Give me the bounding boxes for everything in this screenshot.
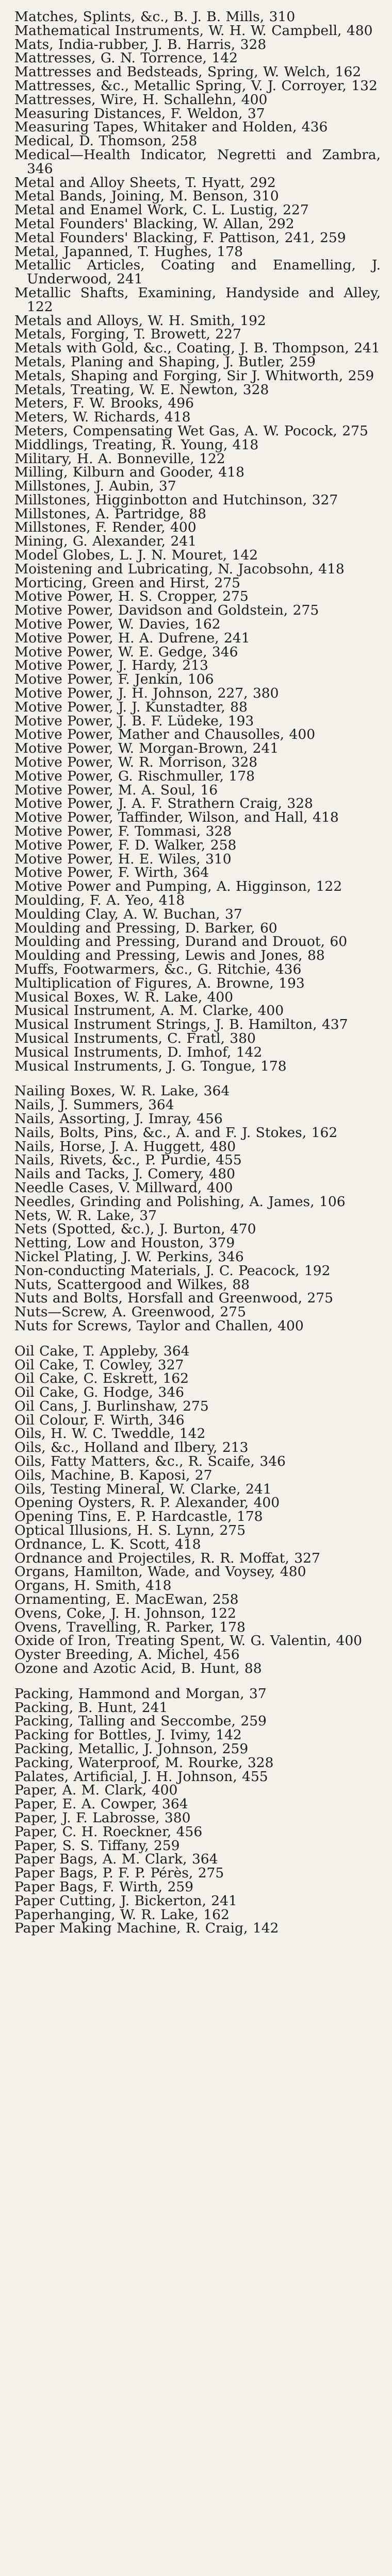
- index-entry: Needle Cases, V. Millward, 400: [14, 1179, 233, 1196]
- index-entry: Packing for Bottles, J. Ivimy, 142: [14, 1727, 242, 1743]
- index-entry: Nails, J. Summers, 364: [14, 1097, 174, 1113]
- index-entry: Oil Cans, J. Burlinshaw, 275: [14, 1398, 209, 1414]
- index-entry: Nuts, Scattergood and Wilkes, 88: [14, 1276, 250, 1293]
- index-entry: Multiplication of Figures, A. Browne, 193: [14, 975, 305, 991]
- index-entry: Packing, Hammond and Morgan, 37: [14, 1685, 267, 1702]
- index-entry: Opening Oysters, R. P. Alexander, 400: [14, 1495, 280, 1511]
- index-entry: Opening Tins, E. P. Hardcastle, 178: [14, 1509, 263, 1525]
- index-entry: Metal and Alloy Sheets, T. Hyatt, 292: [14, 174, 276, 191]
- index-entry: Oil Cake, C. Eskrett, 162: [14, 1370, 189, 1387]
- index-entry: Ovens, Travelling, R. Parker, 178: [14, 1619, 246, 1635]
- index-entry: Motive Power, J. Hardy, 213: [14, 657, 208, 674]
- index-entry: Measuring Distances, F. Weldon, 37: [14, 105, 265, 122]
- index-entry: Measuring Tapes, Whitaker and Holden, 436: [14, 119, 328, 135]
- index-entry: Ornamenting, E. MacEwan, 258: [14, 1591, 239, 1608]
- index-entry: Moulding and Pressing, Durand and Drouot, 60: [14, 934, 348, 950]
- index-entry: Mattresses and Bedsteads, Spring, W. Welch, 162: [14, 64, 362, 80]
- index-entry: Millstones, Higginbotton and Hutchinson, 327: [14, 492, 338, 508]
- index-entry: Motive Power, J. J. Kunstadter, 88: [14, 699, 248, 715]
- index-entry: Nickel Plating, J. W. Perkins, 346: [14, 1248, 244, 1265]
- index-entry: Oil Cake, G. Hodge, 346: [14, 1384, 184, 1401]
- index-entry: Musical Instruments, J. G. Tongue, 178: [14, 1058, 287, 1074]
- index-entry: Paper Bags, P. F. P. Pérès, 275: [14, 1865, 224, 1882]
- index-entry: Musical Instruments, C. Fratl, 380: [14, 1030, 256, 1046]
- index-entry: Metal Founders' Blacking, W. Allan, 292: [14, 215, 295, 232]
- index-entry: Motive Power, Taffinder, Wilson, and Hall, 418: [14, 809, 339, 826]
- index-entry: Motive Power, M. A. Soul, 16: [14, 782, 218, 798]
- index-entry: Nuts and Bolts, Horsfall and Greenwood, 275: [14, 1290, 333, 1307]
- index-entry: Ordnance and Projectiles, R. R. Moffat, 327: [14, 1550, 320, 1566]
- index-entry: Paper, S. S. Tiffany, 259: [14, 1837, 180, 1854]
- index-entry: Metals, Treating, W. E. Newton, 328: [14, 381, 269, 398]
- index-entry: Nets, W. R. Lake, 37: [14, 1207, 157, 1224]
- index-entry: Millstones, A. Partridge, 88: [14, 505, 207, 522]
- index-entry: Motive Power, F. Wirth, 364: [14, 865, 209, 881]
- index-entry: Musical Boxes, W. R. Lake, 400: [14, 989, 234, 1005]
- index-entry: Paperhanging, W. R. Lake, 162: [14, 1906, 230, 1923]
- index-entry: Oils, &c., Holland and Ilbery, 213: [14, 1439, 249, 1456]
- index-entry: Nails, Assorting, J. Imray, 456: [14, 1110, 223, 1127]
- index-entry: Packing, B. Hunt, 241: [14, 1699, 168, 1716]
- index-entry: Organs, Hamilton, Wade, and Voysey, 480: [14, 1564, 306, 1580]
- index-entry: Paper, A. M. Clark, 400: [14, 1782, 178, 1799]
- index-entry: Musical Instrument, A. M. Clarke, 400: [14, 1003, 284, 1019]
- index-entry: Motive Power, Davidson and Goldstein, 275: [14, 602, 319, 619]
- index-entry: Optical Illusions, H. S. Lynn, 275: [14, 1522, 246, 1539]
- index-entry: Metal Founders' Blacking, F. Pattison, 241, 259: [14, 229, 346, 246]
- index-entry: Oils, Machine, B. Kaposi, 27: [14, 1467, 213, 1483]
- index-entry: Packing, Talling and Seccombe, 259: [14, 1713, 267, 1730]
- index-entry: Millstones, J. Aubin, 37: [14, 478, 176, 495]
- index-entry: Moistening and Lubricating, N. Jacobsohn, 418: [14, 561, 345, 577]
- index-entry: Motive Power, W. Davies, 162: [14, 616, 221, 633]
- index-entry: Metallic Shafts, Examining, Handyside and Alley, 122: [14, 284, 381, 315]
- index-entry: Paper, E. A. Cowper, 364: [14, 1796, 188, 1812]
- index-entry: Nailing Boxes, W. R. Lake, 364: [14, 1083, 230, 1099]
- index-entry: Matches, Splints, &c., B. J. B. Mills, 310: [14, 9, 296, 25]
- index-entry: Oils, Testing Mineral, W. Clarke, 241: [14, 1481, 272, 1497]
- index-entry: Motive Power, W. Morgan-Brown, 241: [14, 740, 279, 757]
- index-entry: Oils, Fatty Matters, &c., R. Scaife, 346: [14, 1453, 286, 1470]
- index-entry: Moulding, F. A. Yeo, 418: [14, 892, 185, 908]
- index-entry: Packing, Metallic, J. Johnson, 259: [14, 1741, 249, 1757]
- index-entry: Mattresses, Wire, H. Schallehn, 400: [14, 91, 268, 108]
- index-entry: Milling, Kilburn and Gooder, 418: [14, 464, 245, 481]
- index-entry: Meters, W. Richards, 418: [14, 409, 191, 426]
- index-entry: Paper Bags, F. Wirth, 259: [14, 1878, 194, 1895]
- index-entry: Motive Power, J. H. Johnson, 227, 380: [14, 685, 279, 702]
- index-entry: Metal Bands, Joining, M. Benson, 310: [14, 188, 279, 205]
- index-entry: Musical Instrument Strings, J. B. Hamilton, 437: [14, 1016, 348, 1033]
- index-entries: [14, 10, 381, 1936]
- index-entry: Oil Cake, T. Cowley, 327: [14, 1357, 184, 1373]
- index-entry: Metals, Shaping and Forging, Sir J. Whitworth, 259: [14, 367, 374, 384]
- index-entry: Motive Power, J. A. F. Strathern Craig, 328: [14, 795, 313, 812]
- index-entry: Motive Power, H. E. Wiles, 310: [14, 851, 232, 867]
- index-entry: Organs, H. Smith, 418: [14, 1578, 172, 1594]
- index-entry: Moulding and Pressing, D. Barker, 60: [14, 920, 277, 936]
- index-entry: Oils, H. W. C. Tweddle, 142: [14, 1426, 206, 1442]
- index-entry: Paper Making Machine, R. Craig, 142: [14, 1920, 279, 1937]
- index-entry: Oxide of Iron, Treating Spent, W. G. Valentin, 400: [14, 1633, 363, 1649]
- index-entry: Morticing, Green and Hirst, 275: [14, 574, 240, 591]
- index-entry: Motive Power, J. B. F. Lüdeke, 193: [14, 713, 254, 729]
- index-entry: Muffs, Footwarmers, &c., G. Ritchie, 436: [14, 961, 302, 977]
- index-entry: Packing, Waterproof, M. Rourke, 328: [14, 1754, 274, 1771]
- index-entry: Middlings, Treating, R. Young, 418: [14, 436, 259, 453]
- index-entry: Oil Colour, F. Wirth, 346: [14, 1412, 185, 1428]
- index-entry: Military, H. A. Bonneville, 122: [14, 450, 225, 467]
- index-entry: Nuts for Screws, Taylor and Challen, 400: [14, 1317, 304, 1334]
- index-entry: Meters, F. W. Brooks, 496: [14, 395, 194, 412]
- index-entry: Motive Power, F. D. Walker, 258: [14, 837, 237, 853]
- index-entry: Metal and Enamel Work, C. L. Lustig, 227: [14, 202, 309, 218]
- index-entry: Nails, Rivets, &c., P. Purdie, 455: [14, 1152, 242, 1168]
- index-entry: Mining, G. Alexander, 241: [14, 533, 197, 550]
- index-entry: Paper, J. F. Labrosse, 380: [14, 1810, 191, 1826]
- index-entry: Nails, Bolts, Pins, &c., A. and F. J. Stokes, 162: [14, 1124, 338, 1141]
- index-entry: Musical Instruments, D. Imhof, 142: [14, 1044, 263, 1060]
- index-entry: Medical—Health Indicator, Negretti and Zambra, 346: [14, 146, 381, 177]
- index-entry: Model Globes, L. J. N. Mouret, 142: [14, 547, 258, 564]
- index-entry: Moulding and Pressing, Lewis and Jones, 88: [14, 947, 325, 964]
- index-entry: Motive Power, F. Tommasi, 328: [14, 823, 232, 840]
- index-entry: Metals with Gold, &c., Coating, J. B. Thompson, 241: [14, 340, 380, 357]
- index-entry: Nails, Horse, J. A. Huggett, 480: [14, 1138, 236, 1155]
- index-entry: Netting, Low and Houston, 379: [14, 1235, 235, 1251]
- index-entry: Motive Power, H. A. Dufrene, 241: [14, 630, 250, 646]
- index-entry: Metals, Forging, T. Browett, 227: [14, 326, 241, 343]
- index-entry: Metallic Articles, Coating and Enamelling, J. Underwood, 241: [14, 257, 381, 287]
- index-entry: Millstones, F. Render, 400: [14, 519, 197, 536]
- index-entry: Motive Power and Pumping, A. Higginson, 122: [14, 878, 342, 895]
- index-entry: Metals, Planing and Shaping, J. Butler, 259: [14, 353, 316, 370]
- index-entry: Medical, D. Thomson, 258: [14, 133, 198, 149]
- index-entry: Nuts—Screw, A. Greenwood, 275: [14, 1304, 246, 1320]
- index-entry: Metals and Alloys, W. H. Smith, 192: [14, 312, 266, 329]
- index-entry: Paper Cutting, J. Bickerton, 241: [14, 1892, 237, 1909]
- index-entry: Ovens, Coke, J. H. Johnson, 122: [14, 1605, 236, 1621]
- index-entry: Needles, Grinding and Polishing, A. James, 106: [14, 1193, 346, 1210]
- index-entry: Motive Power, Mather and Chausolles, 400: [14, 726, 316, 743]
- index-entry: Motive Power, W. R. Morrison, 328: [14, 754, 258, 771]
- index-entry: Mats, India-rubber, J. B. Harris, 328: [14, 36, 267, 53]
- index-entry: Paper Bags, A. M. Clark, 364: [14, 1851, 218, 1868]
- index-entry: Mathematical Instruments, W. H. W. Campbell, 480: [14, 22, 373, 39]
- index-entry: Non-conducting Materials, J. C. Peacock, 192: [14, 1262, 331, 1279]
- index-entry: Metal, Japanned, T. Hughes, 178: [14, 243, 243, 260]
- index-entry: Ordnance, L. K. Scott, 418: [14, 1536, 201, 1552]
- index-entry: Oyster Breeding, A. Michel, 456: [14, 1647, 240, 1663]
- index-entry: Motive Power, H. S. Cropper, 275: [14, 588, 249, 605]
- index-entry: Palates, Artificial, J. H. Johnson, 455: [14, 1768, 268, 1785]
- index-entry: Ozone and Azotic Acid, B. Hunt, 88: [14, 1660, 262, 1677]
- index-entry: Meters, Compensating Wet Gas, A. W. Pocock, 275: [14, 422, 368, 439]
- index-entry: Mattresses, &c., Metallic Spring, V. J. Corroyer, 132: [14, 77, 378, 94]
- index-entry: Oil Cake, T. Appleby, 364: [14, 1343, 190, 1359]
- index-entry: Mattresses, G. N. Torrence, 142: [14, 50, 238, 66]
- index-entry: Motive Power, W. E. Gedge, 346: [14, 643, 238, 660]
- index-entry: Motive Power, F. Jenkin, 106: [14, 671, 214, 688]
- index-entry: Nets (Spotted, &c.), J. Burton, 470: [14, 1221, 256, 1238]
- index-entry: Paper, C. H. Roeckner, 456: [14, 1823, 203, 1840]
- index-entry: Nails and Tacks, J. Comery, 480: [14, 1166, 235, 1182]
- index-entry: Motive Power, G. Rischmuller, 178: [14, 768, 255, 784]
- index-entry: Moulding Clay, A. W. Buchan, 37: [14, 906, 242, 922]
